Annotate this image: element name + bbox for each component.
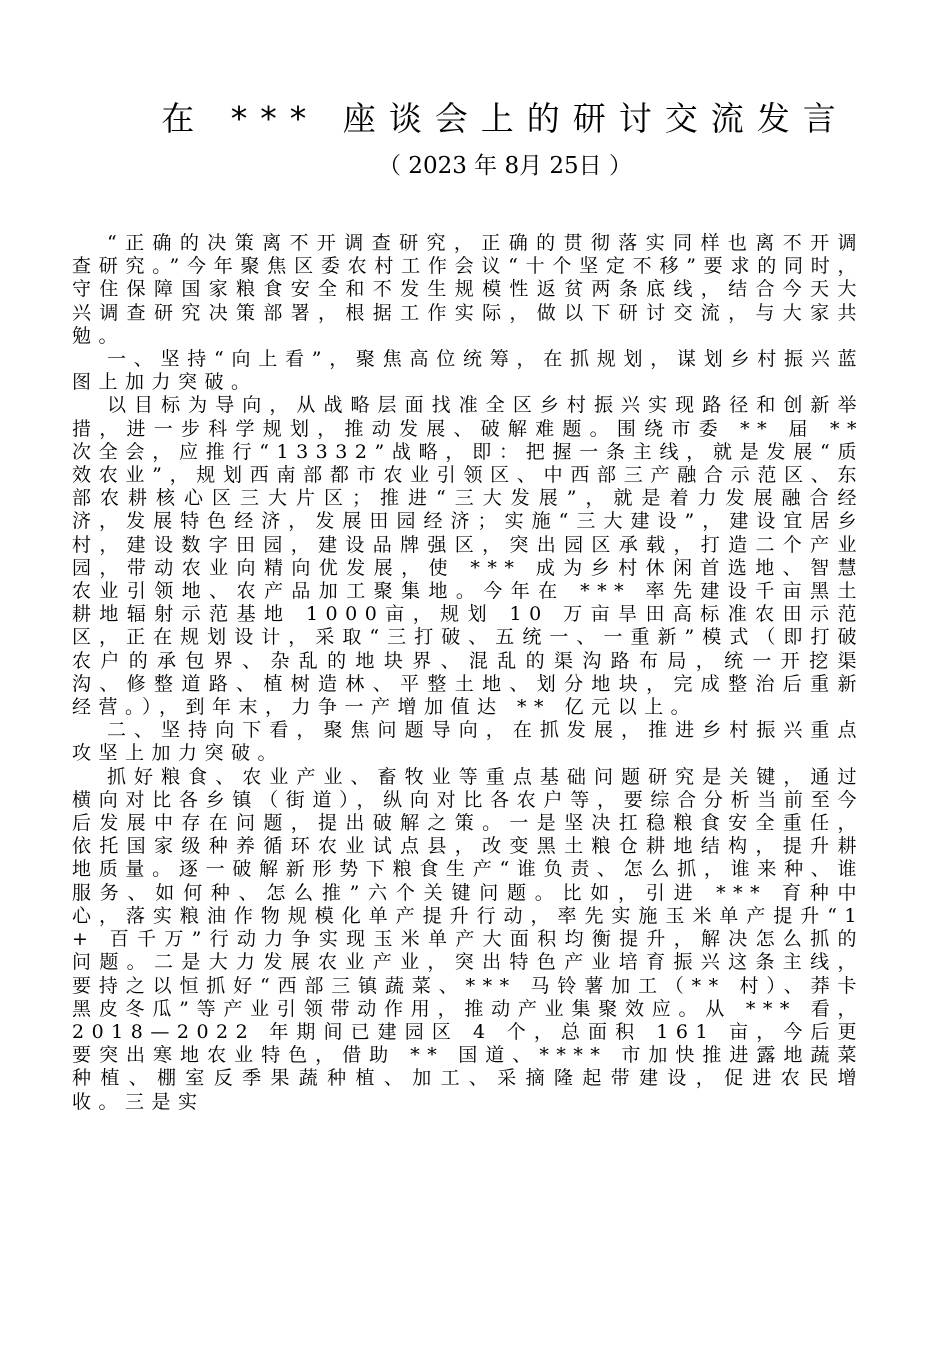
paragraph-section-2: 抓好粮食、农业产业、畜牧业等重点基础问题研究是关键，通过横向对比各乡镇（街道），纵向对比各农户等，要综合分析当前至今后发展中存在问题，提出破解之策。一是坚决扛稳粮食安全重任，依托国家级种养循环农业试点县，改变黑土粮仓耕地结构，提升耕地质量。逐一破解新形势下粮食生产“谁负责、怎么抓，谁来种、谁服务、如何种、怎么推”六个关键问题。比如，引进 *** 育种中心，落实粮油作物规模化单产提升行动，率先实施玉米单产提升“1+ 百千万”行动力争实现玉米单产大面积均衡提升，解决怎么抓的问题。二是大力发展农业产业，突出特色产业培育振兴这条主线，要持之以恒抓好“西部三镇蔬菜、*** 马铃薯加工（** 村）、莽卡黑皮冬瓜”等产业引领带动作用，推动产业集聚效应。从 *** 看，2018—2022 年期间已建园区 4 个，总面积 161 亩，今后更要突出寒地农业特色，借助 ** 国道、**** 市加快推进露地蔬菜种植、棚室反季果蔬种植、加工、采摘隆起带建设，促进农民增收。三是实 xyxy=(72,765,864,1113)
paragraph-intro: “正确的决策离不开调查研究，正确的贯彻落实同样也离不开调查研究。”今年聚焦区委农村工作会议“十个坚定不移”要求的同时，守住保障国家粮食安全和不发生规模性返贫两条底线，结合今天大兴调查研究决策部署，根据工作实际，做以下研讨交流，与大家共勉。 xyxy=(72,232,864,347)
section-heading-2: 二、坚持向下看，聚焦问题导向，在抓发展，推进乡村振兴重点攻坚上加力突破。 xyxy=(72,719,864,765)
document-body xyxy=(72,232,864,1114)
section-heading-1: 一、坚持“向上看”，聚焦高位统筹，在抓规划，谋划乡村振兴蓝图上加力突破。 xyxy=(72,348,864,394)
paragraph-section-1: 以目标为导向，从战略层面找准全区乡村振兴实现路径和创新举措，进一步科学规划，推动发展、破解难题。围绕市委 ** 届 ** 次全会，应推行“13332”战略，即：把握一条主线，就是发展“质效农业”，规划西南部都市农业引领区、中西部三产融合示范区、东部农耕核心区三大片区；推进“三大发展”，就是着力发展融合经济，发展特色经济，发展田园经济；实施“三大建设”，建设宜居乡村，建设数字田园，建设品牌强区，突出园区承载，打造二个产业园，带动农业向精向优发展，使 *** 成为乡村休闲首选地、智慧农业引领地、农产品加工聚集地。今年在 *** 率先建设千亩黑土耕地辐射示范基地 1000亩，规划 10 万亩旱田高标准农田示范区，正在规划设计，采取“三打破、五统一、一重新”模式（即打破农户的承包界、杂乱的地块界、混乱的渠沟路布局，统一开挖渠沟、修整道路、植树造林、平整土地、划分地块，完成整治后重新经营。），到年末，力争一产增加值达 ** 亿元以上。 xyxy=(72,394,864,719)
document-date: （ 2023 年 8月 25日 ） xyxy=(378,153,632,179)
document-title: 在 *** 座谈会上的研讨交流发言 xyxy=(161,99,849,138)
